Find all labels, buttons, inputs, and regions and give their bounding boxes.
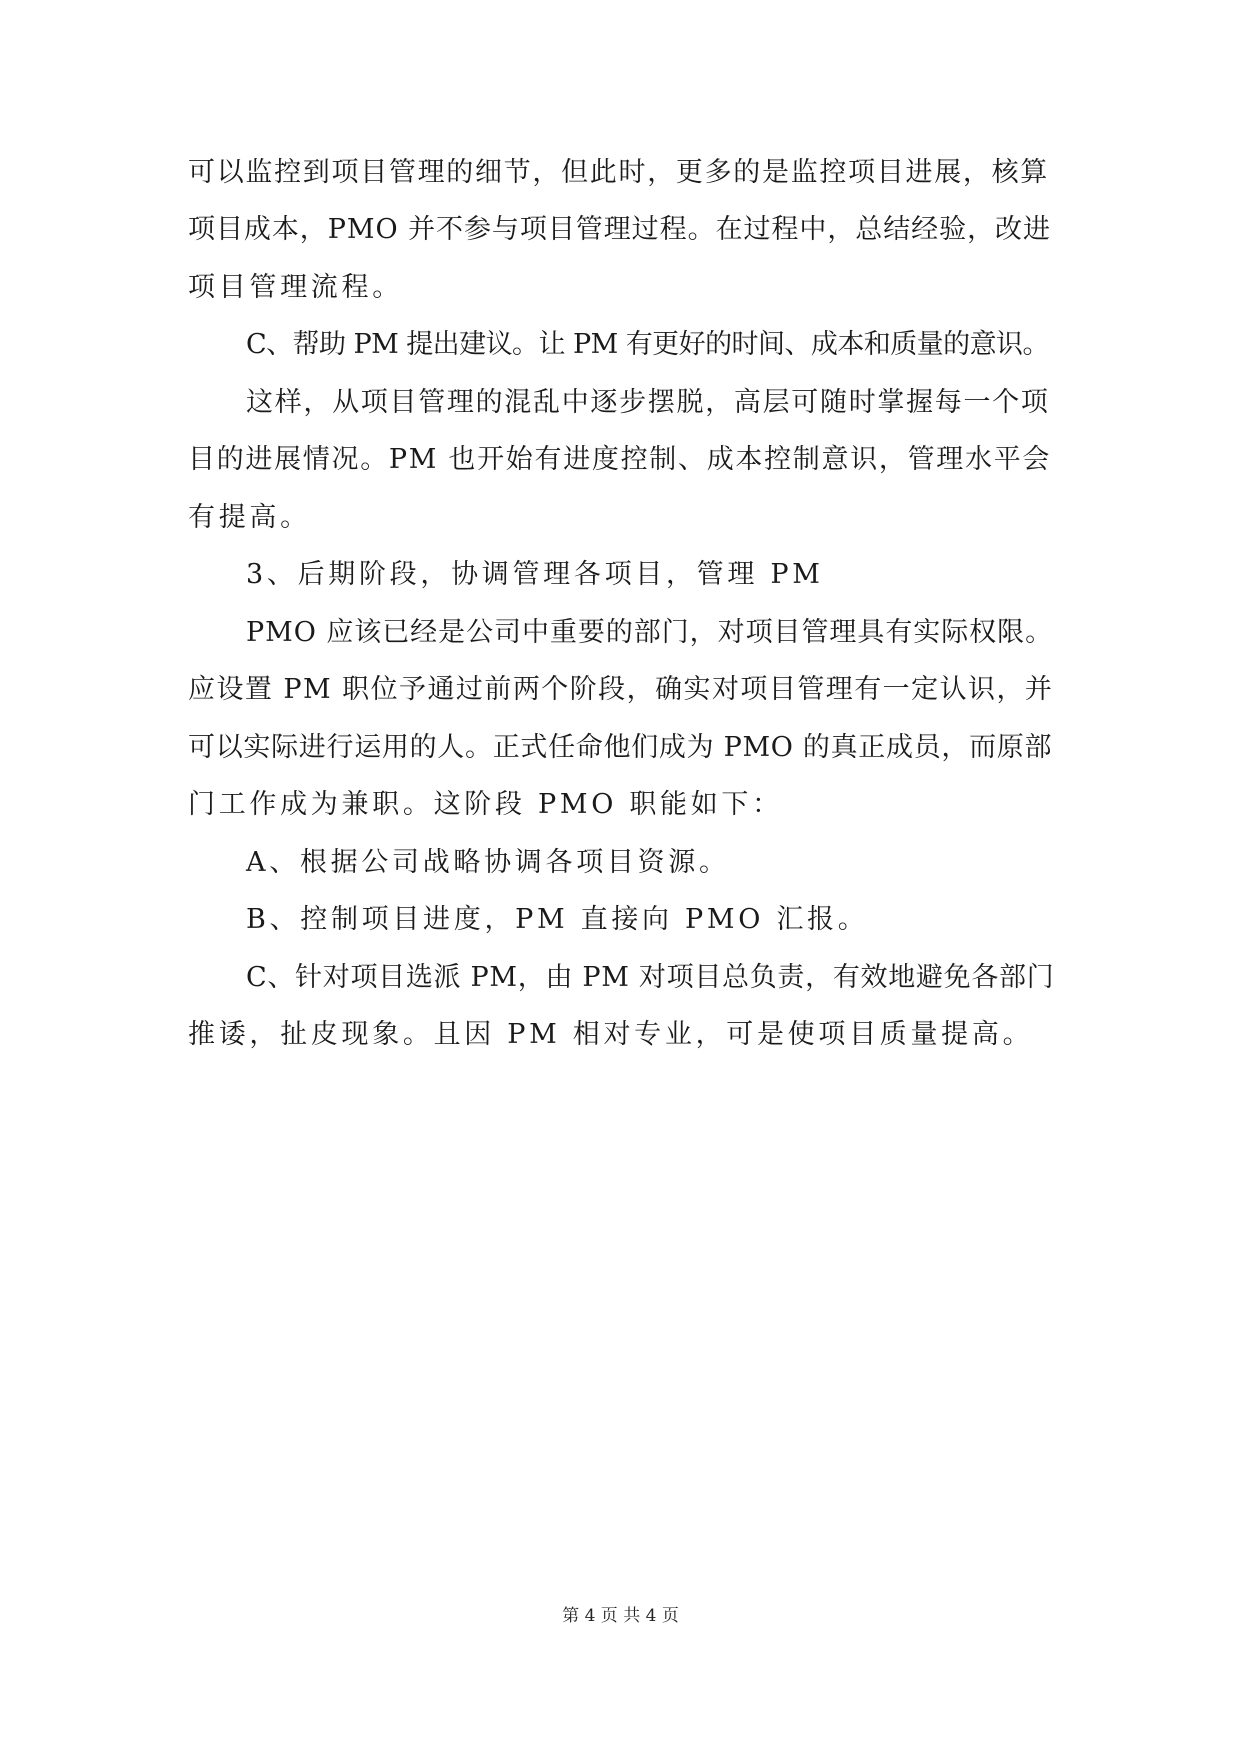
text-line: 推诿，扯皮现象。且因 PM 相对专业，可是使项目质量提高。: [188, 1019, 1034, 1050]
text-line: PMO 应该已经是公司中重要的部门，对项目管理具有实际权限。: [246, 617, 1054, 648]
text-line: 项目管理流程。: [188, 272, 403, 303]
page-number: 第 4 页 共 4 页: [562, 1606, 679, 1626]
text-line: 3、后期阶段，协调管理各项目，管理 PM: [246, 559, 824, 590]
page-footer: [0, 1604, 1241, 1628]
text-line: 目的进展情况。PM 也开始有进度控制、成本控制意识，管理水平会: [188, 444, 1052, 475]
text-line: 项目成本，PMO 并不参与项目管理过程。在过程中，总结经验，改进: [188, 214, 1051, 245]
text-line: B、控制项目进度，PM 直接向 PMO 汇报。: [246, 904, 869, 935]
text-line: 这样，从项目管理的混乱中逐步摆脱，高层可随时掌握每一个项: [246, 387, 1050, 418]
text-line: 可以实际进行运用的人。正式任命他们成为 PMO 的真正成员，而原部: [188, 732, 1053, 763]
text-line: A、根据公司战略协调各项目资源。: [246, 847, 730, 878]
text-line: 门工作成为兼职。这阶段 PMO 职能如下：: [188, 789, 783, 820]
text-line: C、帮助 PM 提出建议。让 PM 有更好的时间、成本和质量的意识。: [246, 329, 1049, 360]
text-line: 应设置 PM 职位予通过前两个阶段，确实对项目管理有一定认识，并: [188, 674, 1054, 705]
text-line: 有提高。: [188, 502, 311, 533]
text-line: C、针对项目选派 PM，由 PM 对项目总负责，有效地避免各部门: [246, 962, 1055, 993]
text-line: 可以监控到项目管理的细节，但此时，更多的是监控项目进展，核算: [188, 157, 1049, 188]
